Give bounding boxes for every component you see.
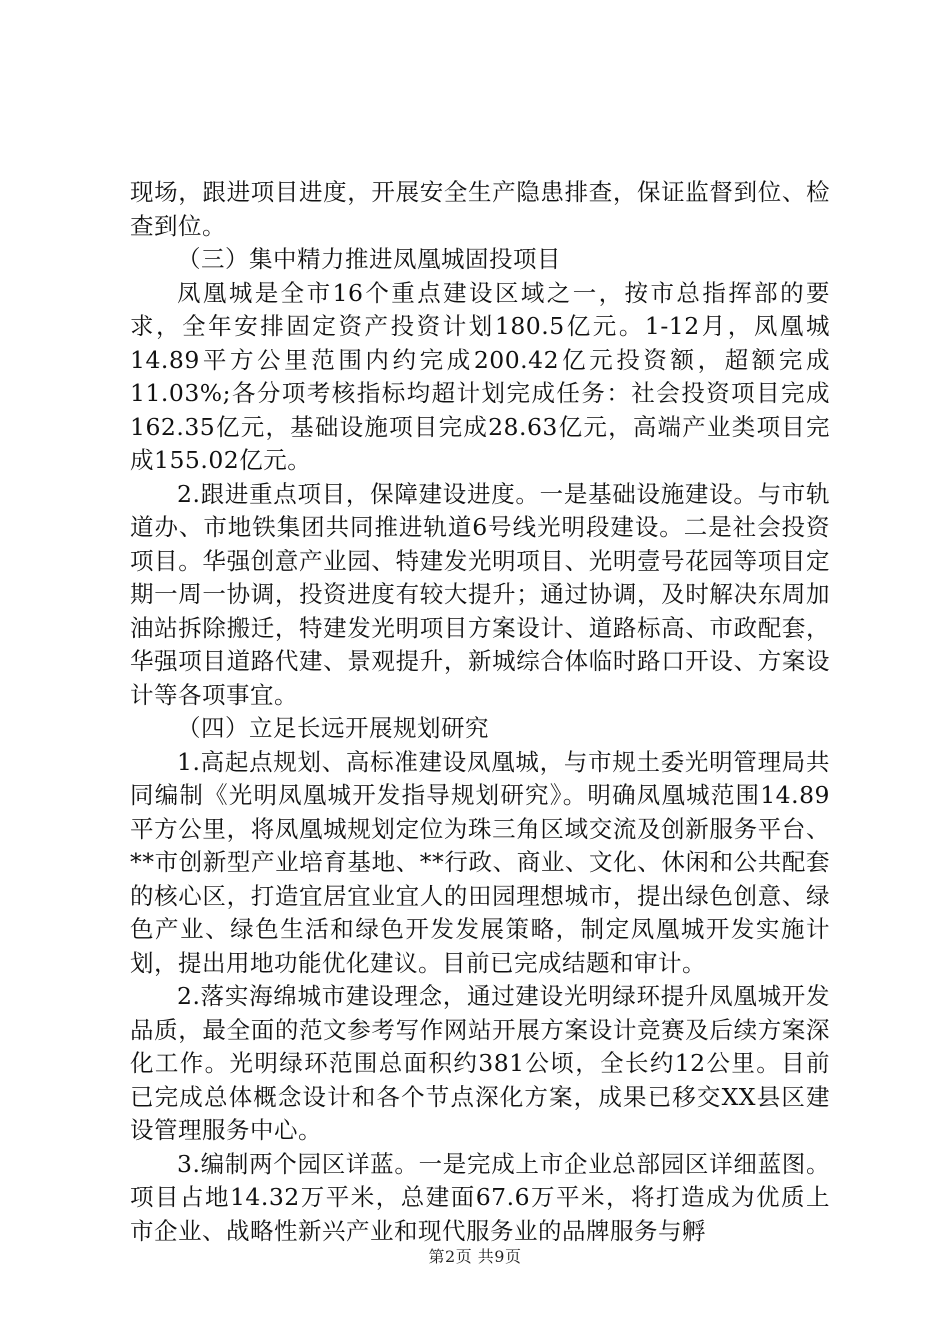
paragraph-planning-1: 1.高起点规划、高标准建设凤凰城，与市规土委光明管理局共同编制《光明凤凰城开发指导规划研究》。明确凤凰城范围14.89平方公里，将凤凰城规划定位为珠三角区域交流及创新服务平台、**市创新型产业培育基地、**行政、商业、文化、休闲和公共配套的核心区，打造宜居宜业宜人的田园理想城市，提出绿色创意、绿色产业、绿色生活和绿色开发发展策略，制定凤凰城开发实施计划，提出用地功能优化建议。目前已完成结题和审计。 (130, 747, 830, 977)
paragraph-continuation: 现场，跟进项目进度，开展安全生产隐患排查，保证监督到位、检查到位。 (130, 178, 830, 240)
section-heading-3: （三）集中精力推进凤凰城固投项目 (177, 245, 561, 273)
paragraph-planning-2: 2.落实海绵城市建设理念，通过建设光明绿环提升凤凰城开发品质，最全面的范文参考写作网站开展方案设计竞赛及后续方案深化工作。光明绿环范围总面积约381公顷，全长约12公里。目前已完成总体概念设计和各个节点深化方案，成果已移交XX县区建设管理服务中心。 (130, 982, 830, 1144)
page-footer: 第2页 共9页 (428, 1247, 522, 1266)
paragraph-key-projects: 2.跟进重点项目，保障建设进度。一是基础设施建设。与市轨道办、市地铁集团共同推进轨道6号线光明段建设。二是社会投资项目。华强创意产业园、特建发光明项目、光明壹号花园等项目定期一周一协调，投资进度有较大提升；通过协调，及时解决东周加油站拆除搬迁，特建发光明项目方案设计、道路标高、市政配套，华强项目道路代建、景观提升，新城综合体临时路口开设、方案设计等各项事宜。 (130, 479, 830, 709)
document-body (130, 176, 830, 1248)
paragraph-planning-3: 3.编制两个园区详蓝。一是完成上市企业总部园区详细蓝图。项目占地14.32万平米，总建面67.6万平米，将打造成为优质上市企业、战略性新兴产业和现代服务业的品牌服务与孵 (130, 1149, 830, 1245)
section-heading-4: （四）立足长远开展规划研究 (177, 714, 489, 742)
paragraph-phoenix-investment: 凤凰城是全市16个重点建设区域之一，按市总指挥部的要求，全年安排固定资产投资计划180.5亿元。1-12月，凤凰城14.89平方公里范围内约完成200.42亿元投资额，超额完成11.03%;各分项考核指标均超计划完成任务：社会投资项目完成162.35亿元，基础设施项目完成28.63亿元，高端产业类项目完成155.02亿元。 (130, 278, 830, 474)
